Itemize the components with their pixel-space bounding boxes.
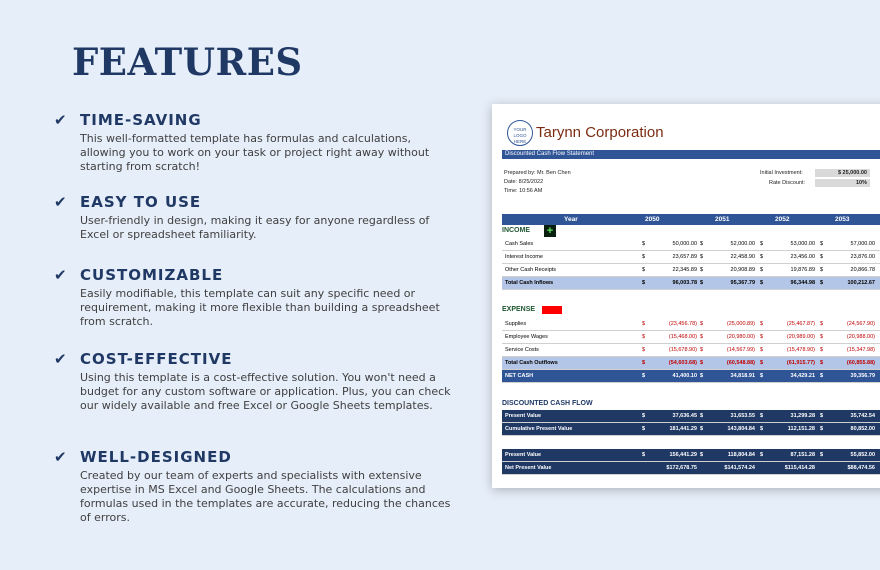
expense-section-label: EXPENSE bbox=[502, 306, 536, 313]
currency-symbol: $ bbox=[700, 373, 704, 379]
income-section-label: INCOME bbox=[502, 227, 530, 234]
row-label: Other Cash Receipts bbox=[505, 267, 557, 273]
feature-body: Using this template is a cost-effective solution. You won't need a budget for any custom software or application. Plus, you can check our widely available and free Excel or Google Sheets templates. bbox=[80, 371, 451, 412]
feature-heading: EASY TO USE bbox=[80, 193, 202, 211]
cell-value: (60,548.88) bbox=[726, 360, 755, 366]
check-icon: ✔ bbox=[54, 448, 67, 466]
feature-heading: COST-EFFECTIVE bbox=[80, 350, 233, 368]
cell-value: (15,468.00) bbox=[668, 334, 697, 340]
row-label: Cumulative Present Value bbox=[505, 426, 573, 432]
date: Date: 8/25/2022 bbox=[504, 179, 544, 185]
rate-discount-value: 10% bbox=[815, 179, 870, 187]
cell-value: 143,804.84 bbox=[727, 426, 755, 432]
currency-symbol: $ bbox=[700, 347, 704, 353]
sheet-row bbox=[502, 462, 880, 475]
row-label: Net Present Value bbox=[505, 465, 552, 471]
cell-value: 31,653.55 bbox=[730, 413, 755, 419]
currency-symbol: $ bbox=[700, 426, 704, 432]
currency-symbol: $ bbox=[642, 360, 646, 366]
cell-value: 80,852.00 bbox=[850, 426, 875, 432]
currency-symbol: $ bbox=[820, 280, 824, 286]
cell-value: (15,347.98) bbox=[846, 347, 875, 353]
check-icon: ✔ bbox=[54, 193, 67, 211]
cell-value: 20,908.89 bbox=[730, 267, 755, 273]
cell-value: (25,467.87) bbox=[786, 321, 815, 327]
currency-symbol: $ bbox=[760, 452, 764, 458]
cell-value: 156,441.29 bbox=[669, 452, 697, 458]
currency-symbol: $ bbox=[760, 267, 764, 273]
year-col: 2053 bbox=[835, 216, 850, 223]
sheet-row bbox=[502, 449, 880, 462]
cell-value: (14,567.99) bbox=[726, 347, 755, 353]
currency-symbol: $ bbox=[700, 413, 704, 419]
cell-value: 39,356.79 bbox=[850, 373, 875, 379]
row-label: Total Cash Inflows bbox=[505, 280, 554, 286]
currency-symbol: $ bbox=[820, 452, 824, 458]
currency-symbol: $ bbox=[820, 334, 824, 340]
cell-value: (20,988.00) bbox=[846, 334, 875, 340]
cell-value: 22,345.89 bbox=[672, 267, 697, 273]
currency-symbol: $ bbox=[760, 334, 764, 340]
currency-symbol: $ bbox=[642, 426, 646, 432]
cell-value: 20,866.78 bbox=[850, 267, 875, 273]
expense-marker bbox=[542, 306, 562, 314]
currency-symbol: $ bbox=[700, 334, 704, 340]
sheet-row bbox=[502, 331, 880, 344]
cell-value: 181,441.29 bbox=[669, 426, 697, 432]
feature-well-designed bbox=[54, 447, 454, 525]
feature-customizable bbox=[54, 265, 454, 329]
company-logo: YOUR LOGO HERE bbox=[507, 120, 533, 146]
sheet-row bbox=[502, 251, 880, 264]
spreadsheet-preview bbox=[492, 104, 880, 488]
check-icon: ✔ bbox=[54, 266, 67, 284]
currency-symbol: $ bbox=[700, 452, 704, 458]
sheet-row bbox=[502, 370, 880, 383]
cell-value: (24,567.90) bbox=[846, 321, 875, 327]
currency-symbol: $ bbox=[642, 280, 646, 286]
initial-investment-label: Initial Investment: bbox=[760, 170, 803, 176]
page-title: FEATURES bbox=[72, 40, 303, 84]
cell-value: 53,000.00 bbox=[790, 241, 815, 247]
currency-symbol: $ bbox=[700, 254, 704, 260]
currency-symbol: $ bbox=[642, 241, 646, 247]
cell-value: 31,299.28 bbox=[790, 413, 815, 419]
cell-value: 35,742.54 bbox=[850, 413, 875, 419]
currency-symbol: $ bbox=[642, 413, 646, 419]
currency-symbol: $ bbox=[642, 373, 646, 379]
sheet-row bbox=[502, 410, 880, 423]
currency-symbol: $ bbox=[820, 241, 824, 247]
cell-value: 41,400.10 bbox=[672, 373, 697, 379]
cell-value: 50,000.00 bbox=[672, 241, 697, 247]
feature-easy-to-use bbox=[54, 192, 454, 242]
currency-symbol: $ bbox=[700, 241, 704, 247]
row-label: Cash Sales bbox=[505, 241, 534, 247]
sheet-row bbox=[502, 238, 880, 251]
currency-symbol: $ bbox=[700, 280, 704, 286]
year-label: Year bbox=[564, 216, 578, 223]
document-title-bar: Discounted Cash Flow Statement bbox=[502, 150, 880, 159]
currency-symbol: $ bbox=[760, 360, 764, 366]
currency-symbol: $ bbox=[642, 267, 646, 273]
year-col: 2052 bbox=[775, 216, 790, 223]
feature-heading: CUSTOMIZABLE bbox=[80, 266, 224, 284]
feature-body: Created by our team of experts and specialists with extensive expertise in MS Excel and Google Sheets. The calculations and formulas used in the templates are accurate, reducing the chances of errors. bbox=[80, 469, 451, 524]
currency-symbol: $ bbox=[820, 267, 824, 273]
year-col: 2050 bbox=[645, 216, 660, 223]
time: Time: 10:56 AM bbox=[504, 188, 543, 194]
sheet-row bbox=[502, 318, 880, 331]
row-label: Service Costs bbox=[505, 347, 539, 353]
feature-time-saving bbox=[54, 110, 454, 174]
currency-symbol: $ bbox=[700, 360, 704, 366]
currency-symbol: $ bbox=[820, 347, 824, 353]
cell-value: 112,151.28 bbox=[787, 426, 815, 432]
row-label: Total Cash Outflows bbox=[505, 360, 558, 366]
plus-icon: + bbox=[544, 225, 556, 237]
currency-symbol: $ bbox=[760, 241, 764, 247]
currency-symbol: $ bbox=[820, 426, 824, 432]
currency-symbol: $ bbox=[760, 413, 764, 419]
currency-symbol: $ bbox=[760, 426, 764, 432]
cell-value: 96,003.78 bbox=[672, 280, 697, 286]
rate-discount-label: Rate Discount: bbox=[769, 180, 806, 186]
feature-cost-effective bbox=[54, 349, 454, 413]
row-label: Present Value bbox=[505, 452, 542, 458]
currency-symbol: $ bbox=[642, 334, 646, 340]
cell-value: $172,678.75 bbox=[666, 465, 697, 471]
feature-heading: WELL-DESIGNED bbox=[80, 448, 232, 466]
currency-symbol: $ bbox=[820, 360, 824, 366]
currency-symbol: $ bbox=[642, 347, 646, 353]
currency-symbol: $ bbox=[820, 254, 824, 260]
check-icon: ✔ bbox=[54, 111, 67, 129]
sheet-row bbox=[502, 264, 880, 277]
dcf-section-label: DISCOUNTED CASH FLOW bbox=[502, 400, 593, 407]
cell-value: 19,876.89 bbox=[790, 267, 815, 273]
cell-value: (25,000.89) bbox=[726, 321, 755, 327]
company-name: Tarynn Corporation bbox=[536, 124, 664, 141]
sheet-row bbox=[502, 423, 880, 436]
row-label: NET CASH bbox=[505, 373, 534, 379]
cell-value: 23,657.89 bbox=[672, 254, 697, 260]
sheet-row bbox=[502, 277, 880, 290]
row-label: Present Value bbox=[505, 413, 542, 419]
cell-value: (15,678.90) bbox=[668, 347, 697, 353]
currency-symbol: $ bbox=[642, 452, 646, 458]
currency-symbol: $ bbox=[642, 321, 646, 327]
sheet-row bbox=[502, 344, 880, 357]
currency-symbol: $ bbox=[760, 254, 764, 260]
cell-value: (23,456.78) bbox=[668, 321, 697, 327]
row-label: Interest Income bbox=[505, 254, 543, 260]
currency-symbol: $ bbox=[760, 321, 764, 327]
prepared-by: Prepared by: Mr. Ben Chen bbox=[504, 170, 571, 176]
cell-value: (60,855.88) bbox=[846, 360, 875, 366]
cell-value: 95,367.79 bbox=[730, 280, 755, 286]
cell-value: (61,915.77) bbox=[786, 360, 815, 366]
cell-value: 23,876.00 bbox=[850, 254, 875, 260]
currency-symbol: $ bbox=[700, 321, 704, 327]
cell-value: 100,212.67 bbox=[847, 280, 875, 286]
row-label: Supplies bbox=[505, 321, 527, 327]
cell-value: 57,000.00 bbox=[850, 241, 875, 247]
currency-symbol: $ bbox=[700, 267, 704, 273]
cell-value: 22,458.90 bbox=[730, 254, 755, 260]
cell-value: $115,414.28 bbox=[784, 465, 815, 471]
cell-value: (15,478.90) bbox=[786, 347, 815, 353]
cell-value: 118,804.84 bbox=[727, 452, 755, 458]
cell-value: 96,344.98 bbox=[790, 280, 815, 286]
cell-value: 87,151.28 bbox=[790, 452, 815, 458]
check-icon: ✔ bbox=[54, 350, 67, 368]
cell-value: $141,574.24 bbox=[724, 465, 755, 471]
currency-symbol: $ bbox=[820, 373, 824, 379]
cell-value: (54,603.68) bbox=[668, 360, 697, 366]
cell-value: 52,000.00 bbox=[730, 241, 755, 247]
feature-heading: TIME-SAVING bbox=[80, 111, 202, 129]
year-header-row bbox=[502, 214, 880, 225]
initial-investment-value: $ 25,000.00 bbox=[815, 169, 870, 177]
currency-symbol: $ bbox=[760, 373, 764, 379]
feature-body: User-friendly in design, making it easy for anyone regardless of Excel or spreadsheet familiarity. bbox=[80, 214, 430, 241]
cell-value: 34,429.21 bbox=[790, 373, 815, 379]
cell-value: 37,636.45 bbox=[672, 413, 697, 419]
feature-body: Easily modifiable, this template can suit any specific need or requirement, making it more flexible than building a spreadsheet from scratch. bbox=[80, 287, 440, 328]
year-col: 2051 bbox=[715, 216, 730, 223]
currency-symbol: $ bbox=[760, 280, 764, 286]
cell-value: (20,989.00) bbox=[786, 334, 815, 340]
cell-value: $88,474.56 bbox=[847, 465, 875, 471]
currency-symbol: $ bbox=[760, 347, 764, 353]
sheet-row bbox=[502, 357, 880, 370]
feature-body: This well-formatted template has formulas and calculations, allowing you to work on your task or project right away without starting from scratch! bbox=[80, 132, 430, 173]
row-label: Employee Wages bbox=[505, 334, 548, 340]
cell-value: (20,980.00) bbox=[726, 334, 755, 340]
currency-symbol: $ bbox=[820, 321, 824, 327]
currency-symbol: $ bbox=[642, 254, 646, 260]
currency-symbol: $ bbox=[820, 413, 824, 419]
cell-value: 55,852.00 bbox=[850, 452, 875, 458]
cell-value: 23,456.00 bbox=[790, 254, 815, 260]
cell-value: 34,818.91 bbox=[730, 373, 755, 379]
